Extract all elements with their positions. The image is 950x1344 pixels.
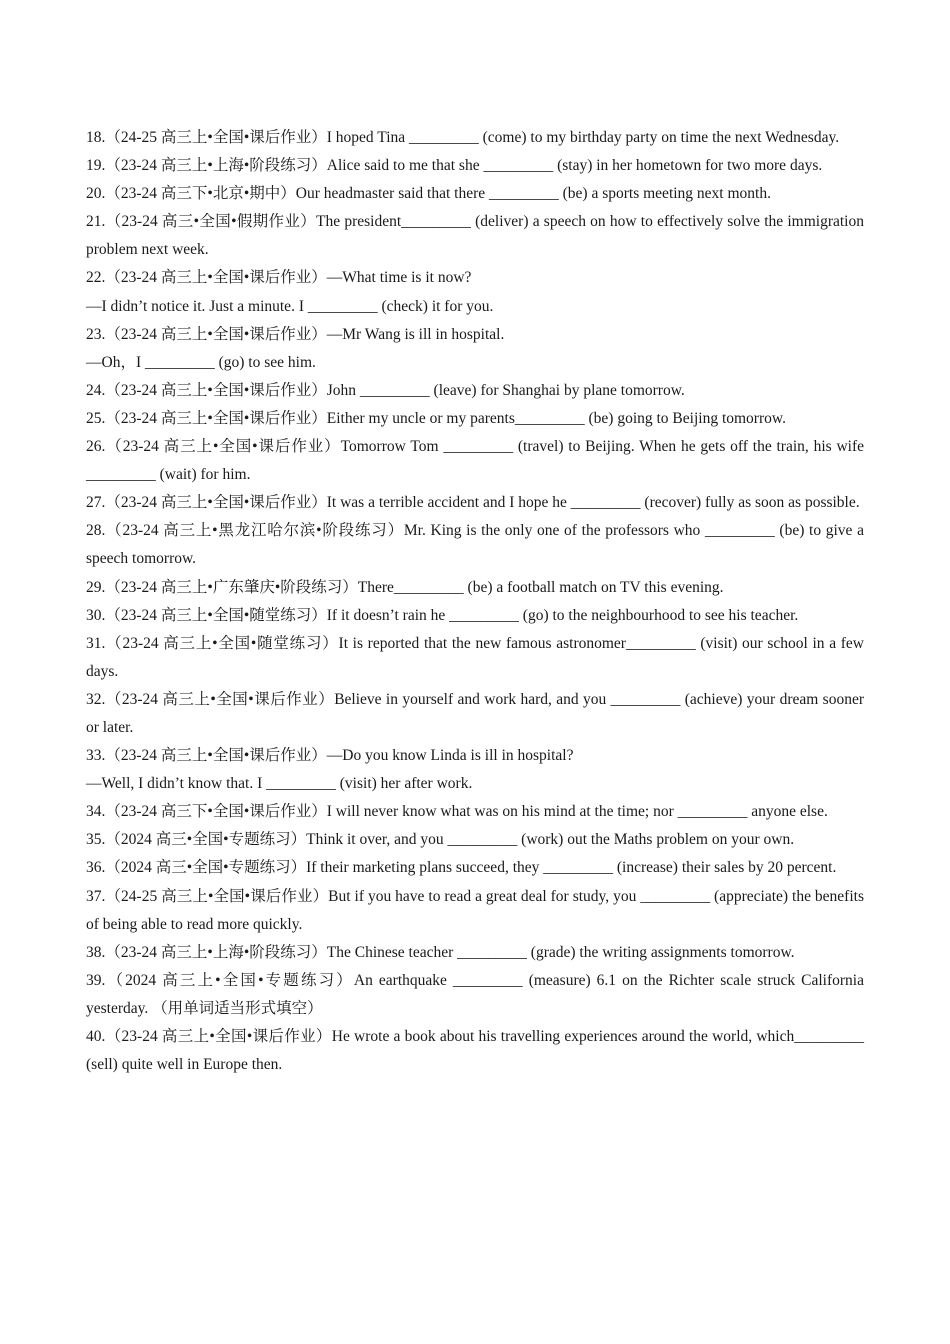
question-item (86, 264, 864, 320)
question-text: 21.（23-24 高三•全国•假期作业）The president_________ (deliver) a speech on how to effectively solve the immigration problem next week. (86, 213, 864, 259)
question-item (86, 939, 864, 967)
question-text: 24.（23-24 高三上•全国•课后作业）John _________ (leave) for Shanghai by plane tomorrow. (86, 381, 685, 399)
question-item (86, 854, 864, 882)
question-text: 28.（23-24 高三上•黑龙江哈尔滨•阶段练习）Mr. King is the only one of the professors who _________ (be) to give a speech tomorrow. (86, 522, 864, 568)
question-item (86, 967, 864, 1023)
question-item (86, 883, 864, 939)
question-text: 20.（23-24 高三下•北京•期中）Our headmaster said that there _________ (be) a sports meeting next month. (86, 185, 771, 203)
question-text: 38.（23-24 高三上•上海•阶段练习）The Chinese teacher _________ (grade) the writing assignments tomorrow. (86, 943, 795, 961)
question-item (86, 742, 864, 798)
question-text: 26.（23-24 高三上•全国•课后作业）Tomorrow Tom _________ (travel) to Beijing. When he gets off the train, his wife _________ (wait) for him. (86, 438, 864, 484)
question-text: —Oh，I _________ (go) to see him. (86, 353, 316, 371)
question-text: 36.（2024 高三•全国•专题练习）If their marketing plans succeed, they _________ (increase) their sales by 20 percent. (86, 859, 837, 877)
question-item (86, 208, 864, 264)
question-text: 29.（23-24 高三上•广东肇庆•阶段练习）There_________ (be) a football match on TV this evening. (86, 578, 724, 596)
question-text: 39.（2024 高三上•全国•专题练习）An earthquake _________ (measure) 6.1 on the Richter scale struck California yesterday. （用单词适当形式填空） (86, 971, 864, 1017)
worksheet-body (86, 124, 864, 1079)
question-text: —Well, I didn’t know that. I _________ (visit) her after work. (86, 775, 473, 793)
question-text: 30.（23-24 高三上•全国•随堂练习）If it doesn’t rain he _________ (go) to the neighbourhood to see his teacher. (86, 606, 799, 624)
question-text: 35.（2024 高三•全国•专题练习）Think it over, and you _________ (work) out the Maths problem on your own. (86, 831, 795, 849)
question-item (86, 574, 864, 602)
question-item (86, 1023, 864, 1079)
question-text: 18.（24-25 高三上•全国•课后作业）I hoped Tina _________ (come) to my birthday party on time the next Wednesday. (86, 129, 840, 146)
question-item (86, 517, 864, 573)
question-text: 37.（24-25 高三上•全国•课后作业）But if you have to read a great deal for study, you _________ (appreciate) the benefits of being able to read more quickly. (86, 887, 864, 933)
question-item (86, 433, 864, 489)
question-item (86, 630, 864, 686)
question-item (86, 321, 864, 377)
question-text: 34.（23-24 高三下•全国•课后作业）I will never know what was on his mind at the time; nor _________ anyone else. (86, 803, 828, 821)
question-item (86, 152, 864, 180)
question-text: 22.（23-24 高三上•全国•课后作业）—What time is it now? (86, 269, 472, 287)
question-item (86, 124, 864, 152)
question-text: 25.（23-24 高三上•全国•课后作业）Either my uncle or my parents_________ (be) going to Beijing tomorrow. (86, 409, 786, 427)
question-item (86, 686, 864, 742)
question-item (86, 489, 864, 517)
question-item (86, 798, 864, 826)
question-text: 31.（23-24 高三上•全国•随堂练习）It is reported that the new famous astronomer_________ (visit) our school in a few days. (86, 634, 864, 680)
question-text: 33.（23-24 高三上•全国•课后作业）—Do you know Linda is ill in hospital? (86, 747, 574, 765)
question-item (86, 377, 864, 405)
question-item (86, 180, 864, 208)
question-item (86, 405, 864, 433)
question-text: —I didn’t notice it. Just a minute. I _________ (check) it for you. (86, 297, 494, 315)
question-text: 27.（23-24 高三上•全国•课后作业）It was a terrible accident and I hope he _________ (recover) fully as soon as possible. (86, 494, 860, 512)
question-item (86, 826, 864, 854)
question-text: 40.（23-24 高三上•全国•课后作业）He wrote a book about his travelling experiences around the world, which_________ (sell) quite well in Europe then. (86, 1028, 864, 1074)
question-text: 32.（23-24 高三上•全国•课后作业）Believe in yourself and work hard, and you _________ (achieve) your dream sooner or later. (86, 690, 864, 736)
question-text: 23.（23-24 高三上•全国•课后作业）—Mr Wang is ill in hospital. (86, 325, 505, 343)
question-text: 19.（23-24 高三上•上海•阶段练习）Alice said to me that she _________ (stay) in her hometown for two more days. (86, 157, 823, 175)
question-item (86, 602, 864, 630)
